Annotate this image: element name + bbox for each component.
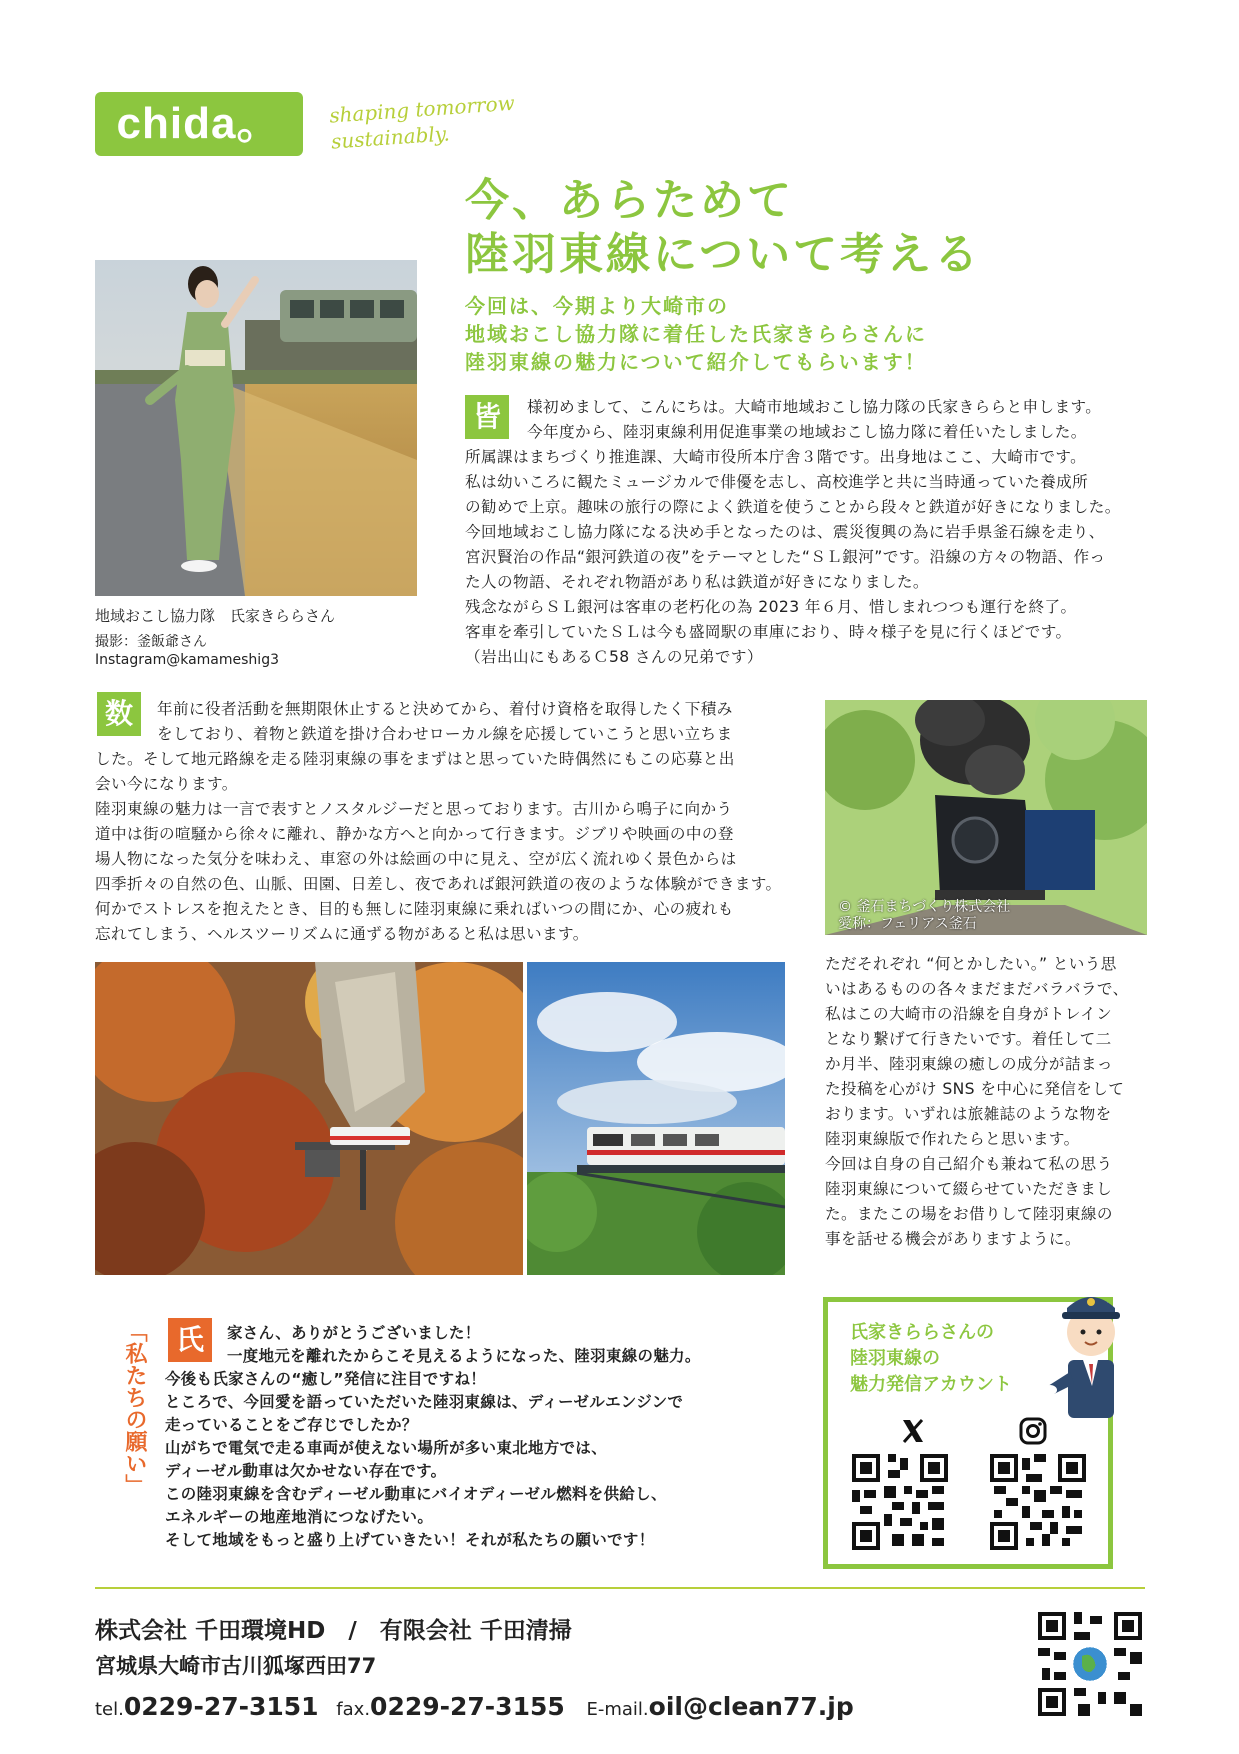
wish-text xyxy=(165,1322,795,1552)
wish-line: 家さん、ありがとうございました！ xyxy=(227,1324,481,1342)
section3-line: 私はこの大崎市の沿線を自身がトレイン xyxy=(825,1005,1113,1023)
section1-line: の勧めで上京。趣味の旅行の際によく鉄道を使うことから段々と鉄道が好きになりました。 xyxy=(465,498,1121,516)
account-line: 陸羽東線の xyxy=(850,1348,940,1369)
lead-line-2: 地域おこし協力隊に着任した氏家きららさんに xyxy=(465,322,927,346)
section3-line: た投稿を心がけ SNS を中心に発信をして xyxy=(825,1080,1125,1098)
section2-line: 道中は街の喧騒から徐々に離れ、静かな方へと向かって行きます。ジブリや映画の中の登 xyxy=(95,825,734,843)
wish-line: 一度地元を離れたからこそ見えるようになった、陸羽東線の魅力。 xyxy=(227,1347,701,1365)
photo-credit-instagram: Instagram@kamameshig3 xyxy=(95,652,279,668)
account-heading xyxy=(850,1320,1012,1398)
portrait-photo xyxy=(95,260,417,596)
title-line-2: 陸羽東線について考える xyxy=(465,229,982,280)
fax-label: fax. xyxy=(336,1699,371,1720)
wish-line: 今後も氏家さんの“癒し”発信に注目ですね！ xyxy=(165,1370,487,1388)
section1-line: （岩出山にもあるＣ58 さんの兄弟です） xyxy=(465,648,763,666)
section3-line: 事を話せる機会がありますように。 xyxy=(825,1230,1081,1248)
wish-line: エネルギーの地産地消につなげたい。 xyxy=(165,1508,434,1526)
wish-line: この陸羽東線を含むディーゼル動車にバイオディーゼル燃料を供給し、 xyxy=(165,1485,667,1503)
x-qr-code[interactable] xyxy=(852,1454,948,1550)
section1-line: 私は幼いころに観たミュージカルで俳優を志し、高校進学と共に当時通っていた養成所 xyxy=(465,473,1089,491)
lead-line-1: 今回は、今期より大崎市の xyxy=(465,294,729,318)
section2-line: 何かでストレスを抱えたとき、目的も無しに陸羽東線に乗ればいつの間にか、心の疲れも xyxy=(95,900,734,918)
email-label: E-mail. xyxy=(586,1699,649,1720)
section1-text xyxy=(465,395,1165,670)
wish-line: ところで、今回愛を語っていただいた陸羽東線は、ディーゼルエンジンで xyxy=(165,1393,684,1411)
account-line: 氏家きららさんの xyxy=(850,1322,994,1343)
bridge-train-photo xyxy=(527,962,785,1275)
title-line-1: 今、あらためて xyxy=(465,175,794,226)
x-logo-icon[interactable] xyxy=(898,1416,928,1446)
account-line: 魅力発信アカウント xyxy=(850,1374,1012,1395)
section2-line: 年前に役者活動を無期限休止すると決めてから、着付け資格を取得したく下積み xyxy=(157,700,733,718)
page-title xyxy=(465,174,981,282)
section3-line: 陸羽東線版で作れたらと思います。 xyxy=(825,1130,1080,1148)
wish-line: 山がちで電気で走る車両が使えない場所が多い東北地方では、 xyxy=(165,1439,607,1457)
wish-line: そして地域をもっと盛り上げていきたい！それが私たちの願いです！ xyxy=(165,1531,655,1549)
tagline: shaping tomorrow sustainably. xyxy=(328,90,516,154)
sl-photo-credit: © 釜石まちづくり株式会社 xyxy=(838,899,1011,915)
email-address[interactable]: oil@clean77.jp xyxy=(648,1692,854,1721)
section2-line: した。そして地元路線を走る陸羽東線の事をまずはと思っていた時偶然にもこの応募と出 xyxy=(95,750,735,768)
wish-line: ディーゼル動車は欠かせない存在です。 xyxy=(165,1462,447,1480)
section1-line: 宮沢賢治の作品“銀河鉄道の夜”をテーマとした“ＳＬ銀河”です。沿線の方々の物語、作っ xyxy=(465,548,1106,566)
conductor-mascot-illustration xyxy=(1040,1268,1140,1418)
section3-line: 陸羽東線について綴らせていただきまし xyxy=(825,1180,1113,1198)
section2-line: 場人物になった気分を味わえ、車窓の外は絵画の中に見え、空が広く流れゆく景色からは xyxy=(95,850,737,868)
section1-line: 所属課はまちづくり推進課、大崎市役所本庁舎３階です。出身地はここ、大崎市です。 xyxy=(465,448,1087,466)
footer-company: 株式会社 千田環境HD / 有限会社 千田清掃 xyxy=(95,1618,572,1644)
wish-vertical-heading: 「私たちの願い」 xyxy=(122,1320,147,1496)
section2-line: 忘れてしまう、ヘルスツーリズムに通ずる物があると私は思います。 xyxy=(95,925,589,943)
section1-line: 様初めまして、こんにちは。大崎市地域おこし協力隊の氏家きららと申します。 xyxy=(527,398,1102,416)
section3-line: た。またこの場をお借りして陸羽東線の xyxy=(825,1205,1113,1223)
section1-line: 残念ながらＳＬ銀河は客車の老朽化の為 2023 年６月、惜しまれつつも運行を終了。 xyxy=(465,598,1077,616)
section1-line: た人の物語、それぞれ物語があり私は鉄道が好きになりました。 xyxy=(465,573,929,591)
sl-photo-nickname: 愛称：フェリアス釜石 xyxy=(838,916,977,932)
portrait-caption: 地域おこし協力隊 氏家きららさん xyxy=(95,607,336,625)
drop-cap-2: 数 xyxy=(97,692,141,736)
chida-logo: chida。 xyxy=(95,92,303,156)
section3-line: 今回は自身の自己紹介も兼ねて私の思う xyxy=(825,1155,1113,1173)
tel-label: tel. xyxy=(95,1699,124,1720)
section3-line: いはあるものの各々まだまだバラバラで、 xyxy=(825,980,1129,998)
lead-text xyxy=(465,292,927,376)
instagram-qr-code[interactable] xyxy=(990,1454,1086,1550)
wish-line: 走っていることをご存じでしたか？ xyxy=(165,1416,418,1434)
section3-text xyxy=(825,952,1147,1252)
drop-cap-1: 皆 xyxy=(465,395,509,439)
section3-line: おります。いずれは旅雑誌のような物を xyxy=(825,1105,1112,1123)
footer-address: 宮城県大崎市古川狐塚西田77 xyxy=(95,1654,377,1678)
section1-line: 今回地域おこし協力隊になる決め手となったのは、震災復興の為に岩手県釜石線を走り、 xyxy=(465,523,1105,541)
instagram-icon[interactable] xyxy=(1018,1416,1048,1446)
lead-line-3: 陸羽東線の魅力について紹介してもらいます！ xyxy=(465,350,927,374)
photo-credit: 撮影：釜飯爺さん xyxy=(95,634,207,650)
fax-number: 0229-27-3155 xyxy=(370,1692,565,1721)
drop-cap-3: 氏 xyxy=(168,1318,212,1362)
section2-line: 四季折々の自然の色、山脈、田園、日差し、夜であれば銀河鉄道の夜のような体験ができます。 xyxy=(95,875,782,893)
section3-line: ただそれぞれ “何とかしたい。” という思 xyxy=(825,955,1117,973)
section1-line: 今年度から、陸羽東線利用促進事業の地域おこし協力隊に着任いたしました。 xyxy=(527,423,1087,441)
section3-line: となり繋げて行きたいです。着任して二 xyxy=(825,1030,1112,1048)
section2-line: をしており、着物と鉄道を掛け合わせローカル線を応援していこうと思い立ちま xyxy=(157,725,733,743)
section3-line: か月半、陸羽東線の癒しの成分が詰まっ xyxy=(825,1055,1113,1073)
section2-line: 会い今になります。 xyxy=(95,775,238,793)
section2-text xyxy=(95,697,805,947)
footer-qr-code[interactable] xyxy=(1038,1612,1142,1716)
autumn-gorge-photo xyxy=(95,962,523,1275)
footer-contact xyxy=(95,1690,854,1727)
section1-line: 客車を牽引していたＳＬは今も盛岡駅の車庫におり、時々様子を見に行くほどです。 xyxy=(465,623,1072,641)
footer-divider xyxy=(95,1587,1145,1589)
section2-line: 陸羽東線の魅力は一言で表すとノスタルジーだと思っております。古川から鳴子に向かう xyxy=(95,800,733,818)
tel-number[interactable]: 0229-27-3151 xyxy=(123,1692,319,1721)
